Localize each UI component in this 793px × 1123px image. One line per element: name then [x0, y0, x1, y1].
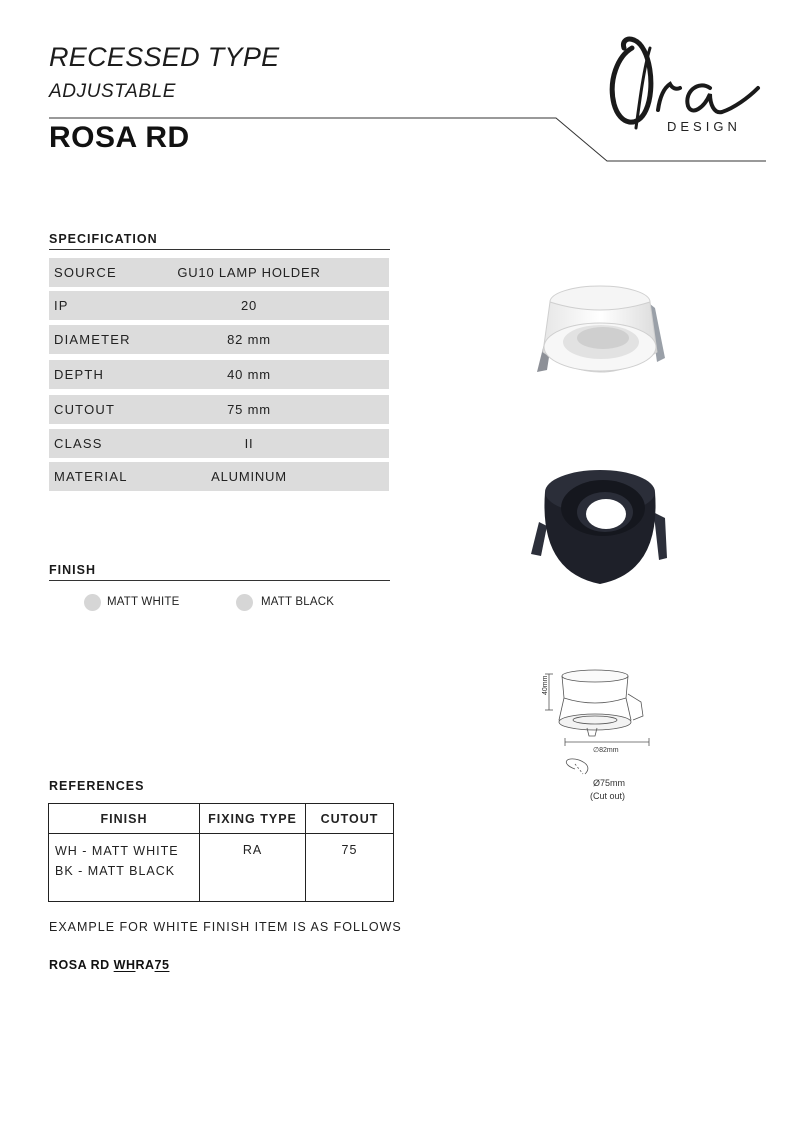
product-subtype: ADJUSTABLE — [49, 81, 177, 102]
spec-row-material — [49, 462, 389, 491]
depth-label: 40mm — [542, 675, 549, 695]
specification-title: SPECIFICATION — [49, 232, 158, 246]
spec-label: SOURCE — [54, 265, 117, 280]
spec-value: ALUMINUM — [211, 469, 287, 484]
finish-title: FINISH — [49, 563, 96, 577]
spec-label: DEPTH — [54, 367, 105, 382]
code-prefix: ROSA RD — [49, 958, 114, 972]
specification-divider — [49, 249, 390, 250]
spec-label: CLASS — [54, 436, 103, 451]
finish-option-label: MATT BLACK — [261, 596, 335, 608]
product-type-title: RECESSED TYPE — [49, 42, 280, 72]
finish-codes-cell — [49, 834, 200, 902]
matt-white-swatch — [84, 594, 101, 611]
spec-label: IP — [54, 298, 69, 313]
column-header: FINISH — [49, 804, 200, 834]
finish-code-line: BK - MATT BLACK — [55, 864, 176, 878]
spec-row-class — [49, 429, 389, 458]
logo-wordmark: DESIGN — [667, 119, 741, 134]
references-table — [48, 803, 394, 902]
spec-row-cutout — [49, 395, 389, 424]
spec-value: 82 mm — [227, 332, 271, 347]
example-code — [49, 958, 169, 972]
column-header: FIXING TYPE — [200, 804, 306, 834]
black-fixture-image — [525, 462, 675, 592]
spec-label: MATERIAL — [54, 469, 128, 484]
spec-label: CUTOUT — [54, 402, 116, 417]
spec-value: 40 mm — [227, 367, 271, 382]
code-finish: WH — [113, 958, 136, 972]
product-model-name: ROSA RD — [49, 121, 190, 154]
finish-option-label: MATT WHITE — [107, 596, 180, 608]
finish-code-line: WH - MATT WHITE — [55, 844, 179, 858]
spec-value: 20 — [240, 298, 258, 313]
table-header-row — [49, 804, 394, 834]
column-header: CUTOUT — [306, 804, 394, 834]
spec-value: II — [244, 436, 254, 451]
spec-row-diameter — [49, 325, 389, 354]
spec-row-depth — [49, 360, 389, 389]
spec-value: GU10 LAMP HOLDER — [177, 265, 321, 280]
fixing-type-cell: RA — [200, 834, 306, 902]
references-title: REFERENCES — [49, 779, 145, 793]
cutout-dimension-label: Ø75mm — [593, 778, 626, 788]
diameter-label: ∅82mm — [593, 747, 619, 754]
spec-row-ip — [49, 291, 389, 320]
cutout-cell: 75 — [306, 834, 394, 902]
white-fixture-image — [525, 272, 675, 392]
table-row — [49, 834, 394, 902]
code-fixing: RA — [135, 958, 155, 972]
code-cutout: 75 — [154, 958, 170, 972]
cutout-note-label: (Cut out) — [590, 791, 626, 801]
matt-black-swatch — [236, 594, 253, 611]
spec-label: DIAMETER — [54, 332, 131, 347]
ora-design-logo — [600, 18, 770, 143]
example-text: EXAMPLE FOR WHITE FINISH ITEM IS AS FOLLOWS — [49, 920, 402, 934]
spec-value: 75 mm — [227, 402, 271, 417]
spec-row-source — [49, 258, 389, 287]
finish-divider — [49, 580, 390, 581]
dimension-drawing — [535, 664, 670, 809]
